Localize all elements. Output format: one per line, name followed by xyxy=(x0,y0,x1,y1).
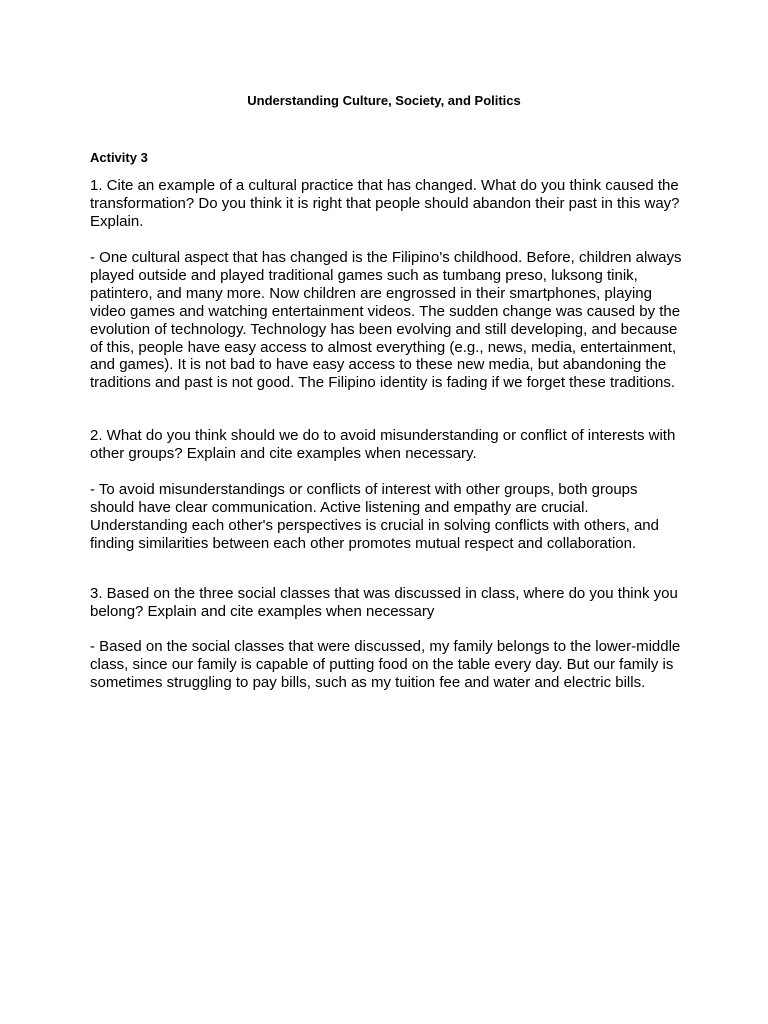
document-title: Understanding Culture, Society, and Politics xyxy=(247,93,521,108)
answer-3: - Based on the social classes that were discussed, my family belongs to the lower-middle class, since our family is capable of putting food on the table every day. But our family is sometimes struggling to pay bills, such as my tuition fee and water and electric bills. xyxy=(90,638,681,691)
activity-heading: Activity 3 xyxy=(90,150,148,165)
answer-2: - To avoid misunderstandings or conflicts of interest with other groups, both groups should have clear communication. Active listening and empathy are crucial. Understanding each other's perspectives is crucial in solving conflicts with others, and finding similarities between each other promotes mutual respect and collaboration. xyxy=(90,481,659,552)
question-1: 1. Cite an example of a cultural practice that has changed. What do you think caused the transformation? Do you think it is right that people should abandon their past in this way? Explain. xyxy=(90,177,680,230)
answer-1: - One cultural aspect that has changed is the Filipino's childhood. Before, children always played outside and played traditional games such as tumbang preso, luksong tinik, patintero, and many more. Now children are engrossed in their smartphones, playing video games and watching entertainment videos. The sudden change was caused by the evolution of technology. Technology has been evolving and still developing, and because of this, people have easy access to almost everything (e.g., news, media, entertainment, and games). It is not bad to have easy access to these new media, but abandoning the traditions and past is not good. The Filipino identity is fading if we forget these traditions. xyxy=(90,249,682,392)
question-3: 3. Based on the three social classes that was discussed in class, where do you think you belong? Explain and cite examples when necessary xyxy=(90,585,678,620)
question-2: 2. What do you think should we do to avoid misunderstanding or conflict of interests with other groups? Explain and cite examples when necessary. xyxy=(90,427,676,462)
